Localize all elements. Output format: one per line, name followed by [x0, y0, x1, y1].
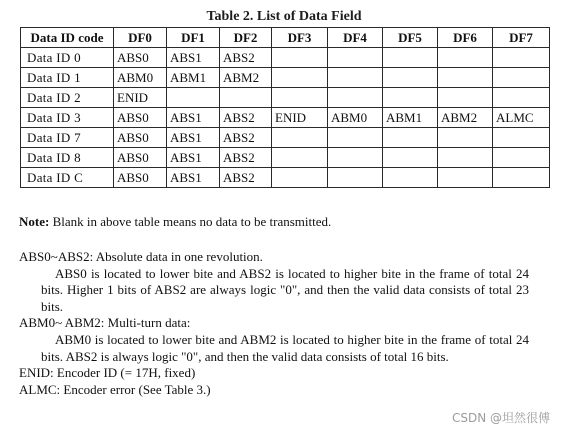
- row-id-cell: Data ID 2: [21, 88, 114, 108]
- data-cell: ABS1: [167, 108, 220, 128]
- header-cell: DF1: [167, 28, 220, 48]
- abm-body: ABM0 is located to lower bite and ABM2 is located to higher bite in the frame of total 24 bits. ABS2 is always logic "0", and then the valid data consists of total 16 bits.: [41, 331, 529, 364]
- row-id-cell: Data ID 0: [21, 48, 114, 68]
- header-cell: DF0: [114, 28, 167, 48]
- data-cell: [383, 128, 438, 148]
- data-cell: [383, 148, 438, 168]
- data-field-table: [20, 27, 550, 188]
- data-cell: [272, 48, 328, 68]
- data-cell: ABS2: [220, 148, 272, 168]
- table-row: [21, 48, 550, 68]
- table-header-row: [21, 28, 550, 48]
- abs-title: ABS0~ABS2: Absolute data in one revolution.: [19, 249, 263, 264]
- table-row: [21, 68, 550, 88]
- data-cell: ABS0: [114, 168, 167, 188]
- data-cell: [438, 48, 493, 68]
- data-cell: [383, 48, 438, 68]
- data-cell: [438, 148, 493, 168]
- note-label: Note:: [19, 214, 50, 229]
- data-cell: ABS2: [220, 108, 272, 128]
- abm-title: ABM0~ ABM2: Multi-turn data:: [19, 315, 191, 331]
- data-cell: ABS1: [167, 128, 220, 148]
- header-cell: Data ID code: [21, 28, 114, 48]
- data-cell: [438, 128, 493, 148]
- table-row: [21, 148, 550, 168]
- header-cell: DF2: [220, 28, 272, 48]
- row-id-cell: Data ID 7: [21, 128, 114, 148]
- row-id-cell: Data ID 8: [21, 148, 114, 168]
- data-cell: [328, 68, 383, 88]
- data-cell: [438, 88, 493, 108]
- data-cell: [220, 88, 272, 108]
- table-note: [19, 214, 331, 230]
- data-cell: [383, 68, 438, 88]
- data-cell: ABM1: [383, 108, 438, 128]
- data-cell: [272, 128, 328, 148]
- header-cell: DF7: [493, 28, 550, 48]
- data-cell: ALMC: [493, 108, 550, 128]
- data-cell: [493, 148, 550, 168]
- data-cell: [383, 88, 438, 108]
- header-cell: DF5: [383, 28, 438, 48]
- data-cell: ABS0: [114, 48, 167, 68]
- data-cell: [272, 148, 328, 168]
- data-cell: ABS1: [167, 148, 220, 168]
- note-text: Blank in above table means no data to be transmitted.: [49, 214, 332, 229]
- data-cell: ABS1: [167, 48, 220, 68]
- data-cell: [272, 168, 328, 188]
- data-cell: [438, 68, 493, 88]
- data-cell: ENID: [272, 108, 328, 128]
- data-cell: [493, 128, 550, 148]
- data-cell: ABS2: [220, 48, 272, 68]
- data-cell: ABS0: [114, 148, 167, 168]
- table-row: [21, 168, 550, 188]
- data-cell: ABM2: [438, 108, 493, 128]
- data-cell: ABS2: [220, 128, 272, 148]
- header-cell: DF3: [272, 28, 328, 48]
- data-cell: ENID: [114, 88, 167, 108]
- data-cell: [493, 88, 550, 108]
- data-cell: ABS1: [167, 168, 220, 188]
- data-cell: [383, 168, 438, 188]
- header-cell: DF6: [438, 28, 493, 48]
- data-cell: ABM0: [328, 108, 383, 128]
- table-row: [21, 88, 550, 108]
- data-cell: [328, 168, 383, 188]
- data-cell: [272, 68, 328, 88]
- row-id-cell: Data ID C: [21, 168, 114, 188]
- data-cell: [328, 128, 383, 148]
- data-cell: [493, 68, 550, 88]
- row-id-cell: Data ID 3: [21, 108, 114, 128]
- row-id-cell: Data ID 1: [21, 68, 114, 88]
- data-cell: [493, 168, 550, 188]
- data-cell: [328, 48, 383, 68]
- data-cell: [328, 88, 383, 108]
- watermark: CSDN @坦然很傅: [451, 411, 550, 425]
- table-row: [21, 108, 550, 128]
- data-cell: ABM2: [220, 68, 272, 88]
- data-cell: ABM1: [167, 68, 220, 88]
- data-cell: ABS0: [114, 128, 167, 148]
- data-cell: [167, 88, 220, 108]
- table-body: [21, 48, 550, 188]
- table-row: [21, 128, 550, 148]
- data-cell: [272, 88, 328, 108]
- data-cell: ABS2: [220, 168, 272, 188]
- enid-description: ENID: Encoder ID (= 17H, fixed): [19, 365, 196, 381]
- data-cell: ABM0: [114, 68, 167, 88]
- data-cell: [438, 168, 493, 188]
- data-cell: ABS0: [114, 108, 167, 128]
- table-caption: Table 2. List of Data Field: [206, 9, 362, 24]
- data-cell: [493, 48, 550, 68]
- abs-body: ABS0 is located to lower bite and ABS2 is located to higher bite in the frame of total 24 bits. Higher 1 bits of ABS2 are always logic "0", and then the valid data consists of total 23 bits.: [41, 265, 529, 314]
- data-cell: [328, 148, 383, 168]
- almc-description: ALMC: Encoder error (See Table 3.): [19, 381, 211, 397]
- header-cell: DF4: [328, 28, 383, 48]
- field-descriptions: [19, 249, 529, 398]
